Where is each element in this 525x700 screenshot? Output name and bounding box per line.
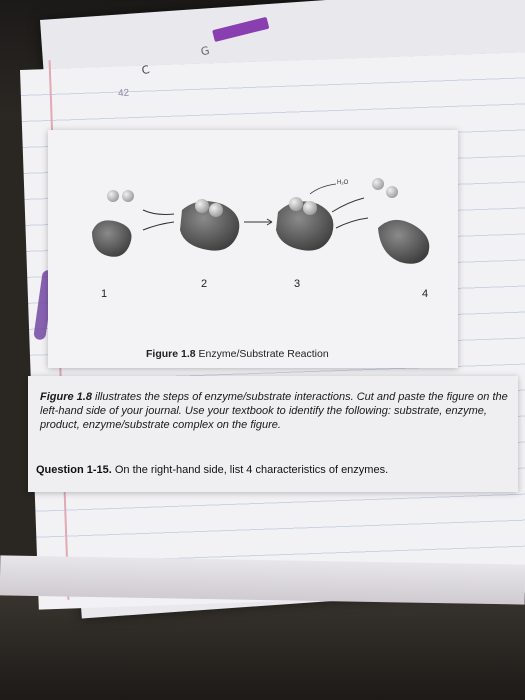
figure-caption-number: Figure 1.8: [146, 348, 196, 360]
step-label-2: 2: [201, 278, 208, 290]
step-label-3: 3: [294, 278, 301, 290]
question-body: On the right-hand side, list 4 characteristics of enzymes.: [111, 464, 389, 476]
instruction-figure-ref: Figure 1.8: [40, 391, 92, 403]
instruction-cutout: [28, 376, 518, 492]
step-4-enzyme: [378, 220, 429, 264]
step-1-substrate: [107, 190, 134, 202]
water-arrow: [310, 184, 336, 194]
instruction-body: illustrates the steps of enzyme/substrate interactions. Cut and paste the figure on the left-hand side of your journal. Use your textbook to identify the following: substrate, enzyme, product, enzyme/substrate complex on the figure.: [40, 391, 508, 431]
water-label: H₂O: [337, 180, 349, 186]
arrow-enzyme-binding: [143, 222, 174, 230]
arrow-enzyme-release: [336, 218, 368, 228]
question-label: Question 1-15.: [36, 464, 112, 476]
step-label-1: 1: [101, 288, 108, 300]
enzyme-reaction-diagram: [48, 130, 458, 368]
question-paragraph: [36, 464, 506, 476]
step-label-4: 4: [422, 288, 429, 300]
tab-letter-g: G: [199, 43, 211, 59]
arrow-substrate-binding: [143, 210, 174, 215]
figure-cutout: [48, 130, 458, 368]
figure-caption-text: Enzyme/Substrate Reaction: [195, 348, 329, 360]
step-4-products: [372, 178, 398, 198]
page-number: 42: [117, 87, 130, 100]
figure-caption: [146, 348, 329, 360]
instruction-paragraph: [40, 390, 510, 432]
arrow-product-release: [332, 198, 364, 212]
tab-letter-c: C: [140, 62, 151, 78]
step-1-enzyme: [92, 220, 132, 256]
